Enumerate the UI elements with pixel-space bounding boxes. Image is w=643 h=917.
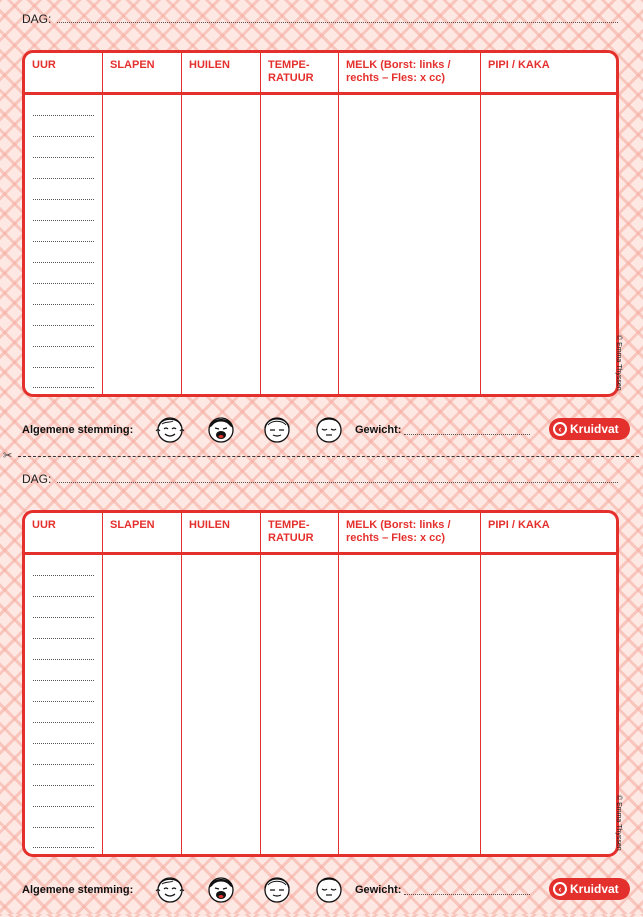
column-header-pipi-kaka: PIPI / KAKA: [488, 519, 550, 531]
crying-face-icon[interactable]: [204, 412, 238, 446]
sleepy-face-icon[interactable]: [312, 872, 346, 906]
time-line[interactable]: [33, 638, 94, 639]
column-header-melk: MELK (Borst: links / rechts – Fles: x cc): [346, 59, 451, 84]
time-line[interactable]: [33, 387, 94, 388]
time-line[interactable]: [33, 659, 94, 660]
copyright-credit: © Emma Thyssen: [615, 335, 622, 391]
header-row: [25, 513, 616, 555]
column-huilen[interactable]: [182, 53, 261, 394]
time-line[interactable]: [33, 367, 94, 368]
scissors-icon: ✂: [3, 450, 13, 462]
log-sheet-bottom: [0, 460, 643, 917]
column-header-melk: MELK (Borst: links / rechts – Fles: x cc): [346, 519, 451, 544]
mood-label: Algemene stemming:: [22, 884, 134, 896]
kruidvat-logo: [549, 418, 630, 440]
dashed-cut-line: [18, 456, 639, 457]
time-line[interactable]: [33, 325, 94, 326]
time-line[interactable]: [33, 680, 94, 681]
column-slapen[interactable]: [103, 513, 182, 854]
day-label: DAG:: [22, 472, 52, 486]
time-line[interactable]: [33, 220, 94, 221]
time-line[interactable]: [33, 764, 94, 765]
sheet-footer: [22, 872, 630, 908]
column-header-slapen: SLAPEN: [110, 519, 155, 531]
column-header-temperatuur: TEMPE- RATUUR: [268, 59, 314, 84]
column-pipi-kaka[interactable]: [481, 53, 616, 394]
time-line[interactable]: [33, 199, 94, 200]
day-line[interactable]: [57, 22, 618, 23]
time-line[interactable]: [33, 178, 94, 179]
time-line[interactable]: [33, 617, 94, 618]
time-line[interactable]: [33, 283, 94, 284]
happy-face-icon[interactable]: [153, 872, 187, 906]
time-line[interactable]: [33, 575, 94, 576]
day-label: DAG:: [22, 12, 52, 26]
column-uur: [25, 53, 103, 394]
time-line[interactable]: [33, 743, 94, 744]
kruidvat-logo-icon: ‹: [553, 422, 567, 436]
time-line[interactable]: [33, 136, 94, 137]
time-line[interactable]: [33, 346, 94, 347]
column-uur: [25, 513, 103, 854]
day-line[interactable]: [57, 482, 618, 483]
column-header-temperatuur: TEMPE- RATUUR: [268, 519, 314, 544]
column-header-uur: UUR: [32, 519, 56, 531]
column-header-uur: UUR: [32, 59, 56, 71]
column-header-huilen: HUILEN: [189, 519, 230, 531]
time-line[interactable]: [33, 241, 94, 242]
weight-label: Gewicht:: [355, 424, 402, 436]
kruidvat-logo-icon: ‹: [553, 882, 567, 896]
column-melk[interactable]: [339, 53, 481, 394]
logo-text: Kruidvat: [570, 882, 619, 896]
log-table: [22, 50, 619, 397]
time-line[interactable]: [33, 827, 94, 828]
weight-label: Gewicht:: [355, 884, 402, 896]
log-sheet-top: [0, 0, 643, 457]
time-line[interactable]: [33, 701, 94, 702]
weight-field[interactable]: [404, 894, 530, 895]
column-header-slapen: SLAPEN: [110, 59, 155, 71]
content-face-icon[interactable]: [260, 412, 294, 446]
day-field[interactable]: [22, 470, 618, 486]
time-line[interactable]: [33, 722, 94, 723]
time-line[interactable]: [33, 806, 94, 807]
sheet-footer: [22, 412, 630, 448]
copyright-credit: © Emma Thyssen: [615, 795, 622, 851]
time-line[interactable]: [33, 157, 94, 158]
weight-field[interactable]: [404, 434, 530, 435]
column-temperatuur[interactable]: [261, 513, 339, 854]
happy-face-icon[interactable]: [153, 412, 187, 446]
column-melk[interactable]: [339, 513, 481, 854]
content-face-icon[interactable]: [260, 872, 294, 906]
column-slapen[interactable]: [103, 53, 182, 394]
time-line[interactable]: [33, 596, 94, 597]
day-field[interactable]: [22, 10, 618, 26]
time-line[interactable]: [33, 785, 94, 786]
kruidvat-logo: [549, 878, 630, 900]
logo-text: Kruidvat: [570, 422, 619, 436]
time-line[interactable]: [33, 115, 94, 116]
column-pipi-kaka[interactable]: [481, 513, 616, 854]
log-table: [22, 510, 619, 857]
column-header-pipi-kaka: PIPI / KAKA: [488, 59, 550, 71]
column-temperatuur[interactable]: [261, 53, 339, 394]
column-huilen[interactable]: [182, 513, 261, 854]
time-line[interactable]: [33, 262, 94, 263]
header-row: [25, 53, 616, 95]
crying-face-icon[interactable]: [204, 872, 238, 906]
sleepy-face-icon[interactable]: [312, 412, 346, 446]
time-line[interactable]: [33, 304, 94, 305]
column-header-huilen: HUILEN: [189, 59, 230, 71]
time-line[interactable]: [33, 847, 94, 848]
mood-label: Algemene stemming:: [22, 424, 134, 436]
